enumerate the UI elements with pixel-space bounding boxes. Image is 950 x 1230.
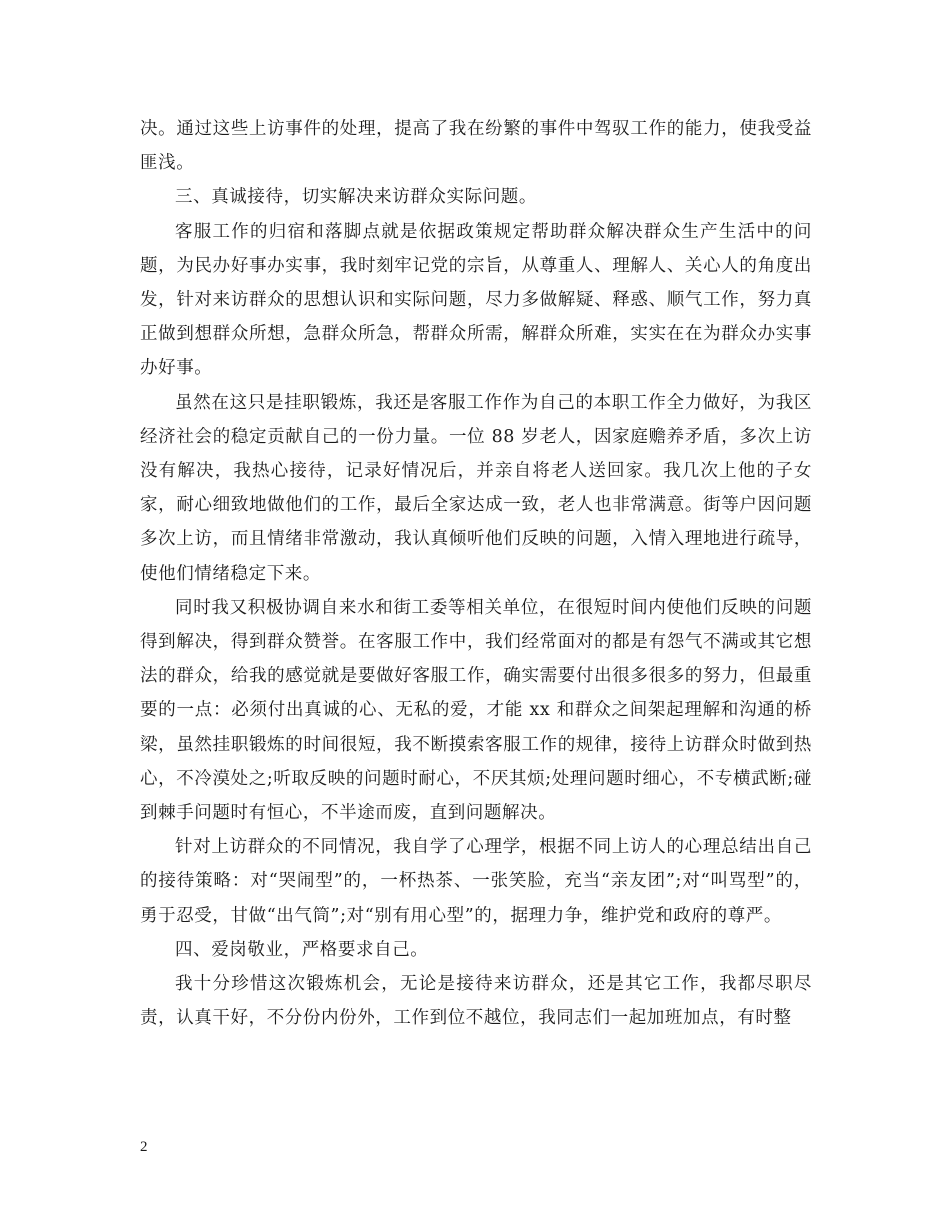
paragraph-service-purpose: 客服工作的归宿和落脚点就是依据政策规定帮助群众解决群众生产生活中的问题，为民办好事办实事，我时刻牢记党的宗旨，从尊重人、理解人、关心人的角度出发，针对来访群众的思想认识和实际问题，尽力多做解疑、释惑、顺气工作，努力真正做到想群众所想，急群众所急，帮群众所需，解群众所难，实实在在为群众办实事办好事。 [140, 221, 812, 379]
paragraph-continuation: 决。通过这些上访事件的处理，提高了我在纷繁的事件中驾驭工作的能力，使我受益匪浅。 [140, 119, 812, 174]
document-body [140, 112, 812, 1035]
paragraph-elderly-case: 虽然在这只是挂职锻炼，我还是客服工作作为自己的本职工作全力做好，为我区经济社会的稳定贡献自己的一份力量。一位 88 岁老人，因家庭赡养矛盾，多次上访没有解决，我热心接待，记录好情况后，并亲自将老人送回家。我几次上他的子女家，耐心细致地做他们的工作，最后全家达成一致，老人也非常满意。街等户因问题多次上访，而且情绪非常激动，我认真倾听他们反映的问题，入情入理地进行疏导，使他们情绪稳定下来。 [140, 392, 812, 584]
section-heading-three: 三、真诚接待，切实解决来访群众实际问题。 [175, 187, 537, 208]
section-heading-four: 四、爱岗敬业，严格要求自己。 [175, 939, 429, 960]
paragraph-reception-strategy: 针对上访群众的不同情况，我自学了心理学，根据不同上访人的心理总结出自己的接待策略：对“哭闹型”的，一杯热茶、一张笑脸，充当“亲友团”;对“叫骂型”的，勇于忍受，甘做“出气筒”;对“别有用心型”的，据理力争，维护党和政府的尊严。 [140, 837, 812, 926]
paragraph-coordination: 同时我又积极协调自来水和街工委等相关单位，在很短时间内使他们反映的问题得到解决，得到群众赞誉。在客服工作中，我们经常面对的都是有怨气不满或其它想法的群众，给我的感觉就是要做好客服工作，确实需要付出很多很多的努力，但最重要的一点：必须付出真诚的心、无私的爱，才能 xx 和群众之间架起理解和沟通的桥梁，虽然挂职锻炼的时间很短，我不断摸索客服工作的规律，接待上访群众时做到热心，不冷漠处之;听取反映的问题时耐心，不厌其烦;处理问题时细心，不专横武断;碰到棘手问题时有恒心，不半途而废，直到问题解决。 [140, 597, 812, 824]
paragraph-dedication: 我十分珍惜这次锻炼机会，无论是接待来访群众，还是其它工作，我都尽职尽责，认真干好，不分份内份外，工作到位不越位，我同志们一起加班加点，有时整 [140, 974, 812, 1029]
page-number: 2 [140, 1139, 148, 1155]
